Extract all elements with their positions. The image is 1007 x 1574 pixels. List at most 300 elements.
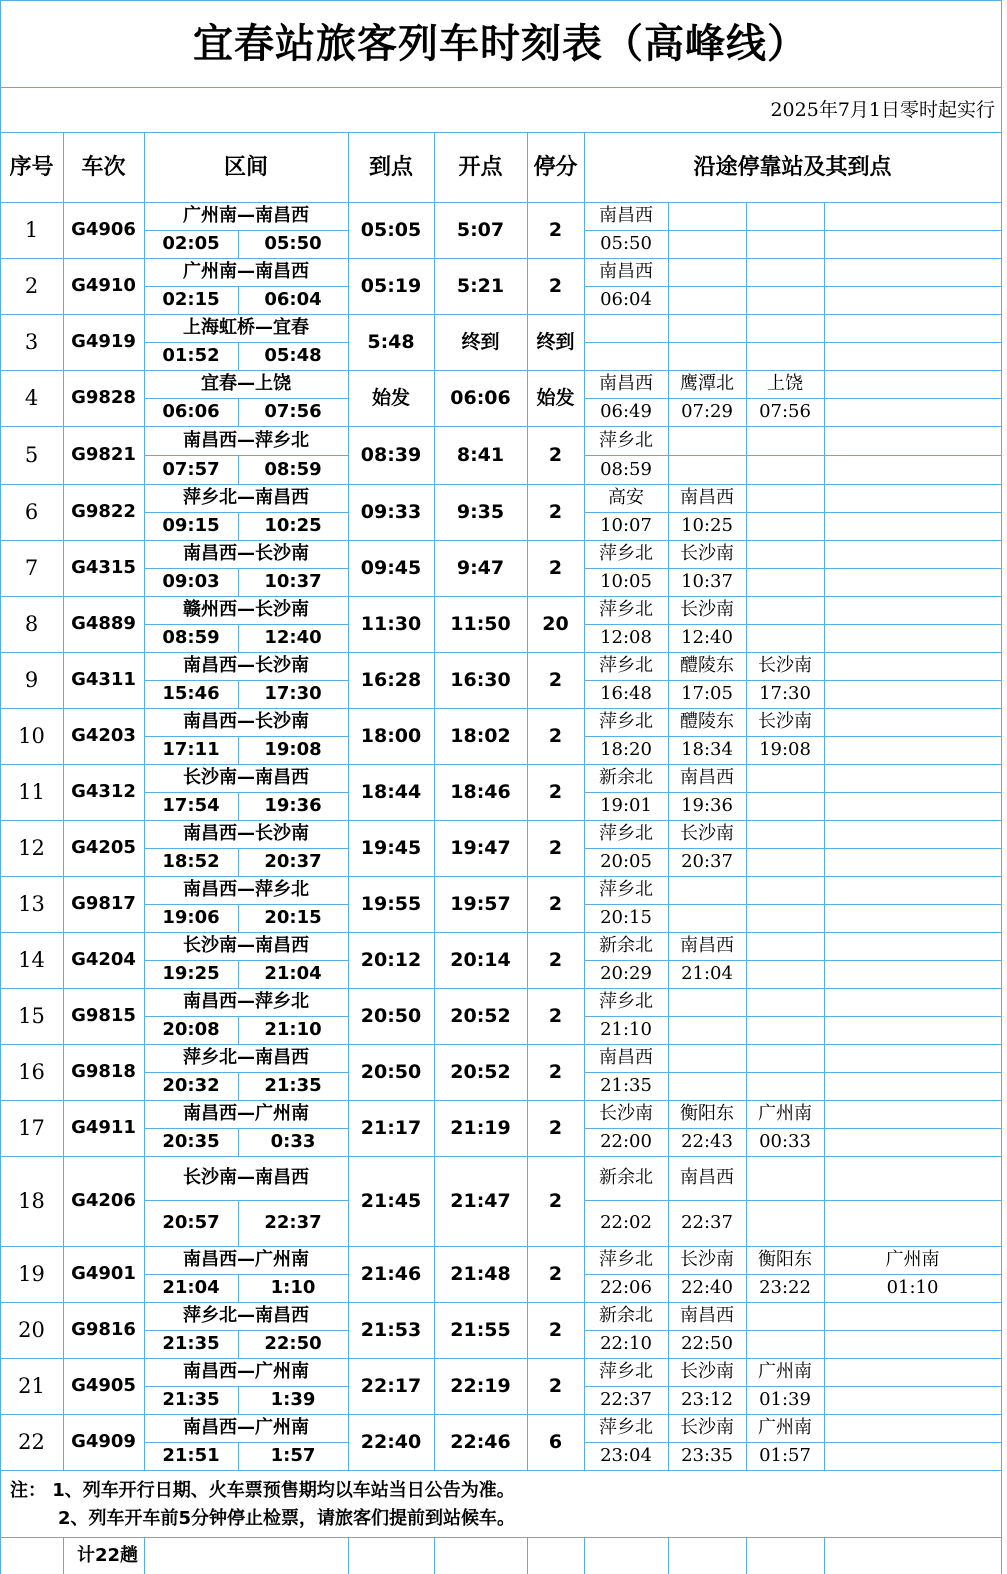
grid-line (144, 1414, 145, 1470)
row-seq: 17 (18, 1115, 45, 1140)
stop-time: 10:07 (600, 515, 652, 536)
stop-time: 22:43 (681, 1131, 733, 1152)
row-seq: 8 (24, 611, 39, 636)
stop-minutes: 2 (548, 724, 563, 747)
grid-line (584, 1100, 585, 1156)
grid-line (144, 1016, 348, 1017)
grid-line (746, 596, 747, 652)
grid-line (746, 1538, 747, 1574)
grid-line (527, 484, 528, 540)
grid-line (238, 1274, 239, 1302)
grid-line (584, 455, 1001, 456)
depart-time: 06:06 (450, 386, 511, 409)
stop-station: 新余北 (599, 767, 653, 788)
terminal-arrival-time: 10:37 (264, 571, 322, 592)
grid-line (434, 988, 435, 1044)
grid-line (584, 512, 1001, 513)
stop-time: 05:50 (600, 233, 652, 254)
stop-time: 08:59 (600, 458, 652, 480)
grid-line (527, 1414, 528, 1470)
depart-time: 终到 (461, 330, 500, 353)
grid-line (348, 932, 349, 988)
terminal-arrival-time: 1:39 (270, 1389, 316, 1410)
grid-line (824, 1246, 825, 1302)
grid-line (746, 258, 747, 314)
stop-station: 南昌西 (599, 261, 653, 282)
origin-departure-time: 19:06 (162, 907, 220, 928)
grid-line (584, 370, 585, 426)
grid-line (584, 848, 1001, 849)
grid-line (348, 484, 349, 540)
stop-minutes: 2 (548, 1374, 563, 1397)
stop-station: 萍乡北 (599, 543, 653, 564)
stop-time: 00:33 (759, 1131, 811, 1152)
terminal-arrival-time: 05:50 (264, 233, 322, 254)
grid-line (584, 426, 585, 484)
grid-line (144, 792, 348, 793)
grid-line (527, 1538, 528, 1574)
grid-line (584, 1302, 585, 1358)
train-number: G4889 (71, 613, 136, 634)
grid-line (348, 540, 349, 596)
grid-line (63, 426, 64, 484)
arrive-time: 始发 (371, 386, 410, 409)
grid-line (434, 370, 435, 426)
grid-line (238, 848, 239, 876)
grid-line (668, 820, 669, 876)
grid-line (238, 1386, 239, 1414)
header-en-route-stops: 沿途停靠站及其到点 (693, 154, 892, 180)
grid-line (746, 988, 747, 1044)
grid-line (584, 314, 585, 370)
row-seq: 16 (18, 1059, 45, 1084)
grid-line (668, 1358, 669, 1414)
stop-minutes: 2 (548, 1004, 563, 1027)
grid-line (584, 876, 585, 932)
grid-line (527, 1044, 528, 1100)
grid-line (824, 370, 825, 426)
grid-line (348, 988, 349, 1044)
grid-line (824, 314, 825, 370)
origin-departure-time: 01:52 (162, 345, 220, 366)
grid-line (144, 1442, 348, 1443)
origin-departure-time: 02:05 (162, 233, 220, 254)
depart-time: 9:47 (456, 556, 505, 579)
grid-line (434, 876, 435, 932)
route: 赣州西—长沙南 (183, 599, 309, 620)
grid-line (63, 764, 64, 820)
stop-time: 19:01 (600, 795, 652, 816)
grid-line (144, 202, 145, 258)
grid-line (527, 314, 528, 370)
grid-line (434, 540, 435, 596)
stop-minutes: 始发 (536, 386, 575, 409)
grid-line (584, 1072, 1001, 1073)
grid-line (238, 230, 239, 258)
arrive-time: 21:17 (360, 1116, 422, 1139)
grid-line (746, 876, 747, 932)
stop-time: 22:10 (600, 1333, 652, 1354)
grid-line (824, 1538, 825, 1574)
grid-line (584, 202, 585, 258)
terminal-arrival-time: 08:59 (264, 458, 322, 480)
depart-time: 11:50 (450, 612, 511, 635)
stop-station: 萍乡北 (599, 429, 653, 451)
depart-time: 5:21 (456, 274, 505, 297)
grid-line (348, 764, 349, 820)
grid-line (0, 1470, 1001, 1471)
route: 南昌西—长沙南 (183, 823, 309, 844)
grid-line (668, 764, 669, 820)
grid-line (527, 258, 528, 314)
depart-time: 16:30 (450, 668, 511, 691)
grid-line (746, 1414, 747, 1470)
grid-line (144, 1538, 145, 1574)
grid-line (746, 1302, 747, 1358)
grid-line (348, 652, 349, 708)
stop-time: 10:37 (681, 571, 733, 592)
stop-minutes: 2 (548, 1060, 563, 1083)
grid-line (144, 596, 145, 652)
train-number: G4204 (71, 949, 136, 970)
grid-line (144, 132, 145, 202)
stop-time: 22:37 (681, 1212, 733, 1233)
stop-station: 新余北 (599, 1167, 653, 1188)
grid-line (348, 426, 349, 484)
route: 长沙南—南昌西 (183, 935, 309, 956)
stop-minutes: 2 (548, 556, 563, 579)
grid-line (348, 258, 349, 314)
grid-line (668, 484, 669, 540)
grid-line (824, 1156, 825, 1246)
grid-line (584, 342, 1001, 343)
grid-line (668, 314, 669, 370)
arrive-time: 11:30 (360, 612, 422, 635)
row-seq: 10 (18, 723, 45, 748)
grid-line (584, 1156, 585, 1246)
stop-minutes: 2 (548, 836, 563, 859)
stop-time: 12:08 (600, 627, 652, 648)
grid-line (238, 342, 239, 370)
grid-line (238, 1128, 239, 1156)
arrive-time: 21:46 (360, 1262, 422, 1285)
stop-time: 19:36 (681, 795, 733, 816)
grid-line (144, 314, 145, 370)
grid-line (144, 540, 145, 596)
row-seq: 3 (24, 329, 39, 354)
grid-line (824, 1358, 825, 1414)
row-seq: 14 (18, 947, 45, 972)
stop-station: 萍乡北 (599, 1249, 653, 1270)
origin-departure-time: 09:15 (162, 515, 220, 536)
grid-line (746, 540, 747, 596)
grid-line (584, 792, 1001, 793)
arrive-time: 19:45 (360, 836, 422, 859)
grid-line (144, 764, 145, 820)
grid-line (434, 258, 435, 314)
terminal-arrival-time: 20:37 (264, 851, 322, 872)
stop-minutes: 2 (548, 443, 563, 466)
arrive-time: 18:00 (360, 724, 422, 747)
grid-line (238, 455, 239, 484)
arrive-time: 20:50 (360, 1004, 422, 1027)
stop-station: 南昌西 (599, 373, 653, 394)
stop-time: 18:20 (600, 739, 652, 760)
grid-line (434, 1100, 435, 1156)
grid-line (144, 1274, 348, 1275)
grid-line (584, 132, 585, 202)
route: 南昌西—长沙南 (183, 711, 309, 732)
origin-departure-time: 07:57 (162, 458, 220, 480)
terminal-arrival-time: 1:57 (270, 1445, 316, 1466)
stop-station: 广州南 (758, 1103, 812, 1124)
grid-line (238, 1200, 239, 1246)
grid-line (746, 202, 747, 258)
origin-departure-time: 20:08 (162, 1019, 220, 1040)
stop-minutes: 2 (548, 1262, 563, 1285)
grid-line (824, 1414, 825, 1470)
train-number: G9815 (71, 1005, 136, 1026)
route: 南昌西—长沙南 (183, 655, 309, 676)
grid-line (584, 596, 585, 652)
grid-line (144, 568, 348, 569)
stop-station: 长沙南 (680, 1249, 734, 1270)
grid-line (584, 932, 585, 988)
origin-departure-time: 15:46 (162, 683, 220, 704)
grid-line (238, 286, 239, 314)
terminal-arrival-time: 19:36 (264, 795, 322, 816)
grid-line (63, 596, 64, 652)
grid-line (527, 370, 528, 426)
grid-line (527, 202, 528, 258)
stop-minutes: 2 (548, 780, 563, 803)
grid-line (584, 624, 1001, 625)
grid-line (434, 1156, 435, 1246)
stop-time: 22:40 (681, 1277, 733, 1298)
grid-line (434, 484, 435, 540)
grid-line (668, 988, 669, 1044)
train-number: G4901 (71, 1263, 136, 1284)
terminal-arrival-time: 22:37 (264, 1212, 322, 1233)
grid-line (348, 1538, 349, 1574)
stop-station: 广州南 (885, 1249, 940, 1270)
terminal-arrival-time: 05:48 (264, 345, 322, 366)
grid-line (238, 1016, 239, 1044)
grid-line (63, 1246, 64, 1302)
stop-station: 衡阳东 (680, 1103, 734, 1124)
grid-line (824, 764, 825, 820)
stop-minutes: 2 (548, 1318, 563, 1341)
stop-time: 10:25 (681, 515, 733, 536)
grid-line (434, 1538, 435, 1574)
stop-time: 22:00 (600, 1131, 652, 1152)
grid-line (434, 132, 435, 202)
grid-line (348, 1044, 349, 1100)
row-seq: 15 (18, 1003, 45, 1028)
row-seq: 21 (18, 1373, 45, 1398)
depart-time: 21:55 (450, 1318, 511, 1341)
grid-line (584, 1386, 1001, 1387)
route: 宜春—上饶 (201, 373, 291, 394)
origin-departure-time: 18:52 (162, 851, 220, 872)
grid-line (584, 1358, 585, 1414)
grid-line (238, 904, 239, 932)
grid-line (63, 1538, 64, 1574)
grid-line (584, 960, 1001, 961)
grid-line (238, 568, 239, 596)
grid-line (746, 426, 747, 484)
grid-line (63, 1156, 64, 1246)
grid-line (824, 988, 825, 1044)
depart-time: 19:47 (450, 836, 511, 859)
train-number: G9821 (71, 444, 136, 465)
grid-line (434, 314, 435, 370)
grid-line (824, 596, 825, 652)
stop-minutes: 2 (548, 948, 563, 971)
stop-minutes: 6 (548, 1430, 563, 1453)
terminal-arrival-time: 0:33 (270, 1131, 316, 1152)
grid-line (584, 1016, 1001, 1017)
arrive-time: 5:48 (367, 330, 415, 353)
grid-line (238, 398, 239, 426)
grid-line (144, 1044, 145, 1100)
stop-station: 新余北 (599, 1305, 653, 1326)
arrive-time: 20:12 (360, 948, 422, 971)
route: 南昌西—萍乡北 (183, 429, 309, 451)
grid-line (63, 652, 64, 708)
stop-station: 上饶 (767, 373, 803, 394)
grid-line (144, 230, 348, 231)
depart-time: 18:46 (450, 780, 511, 803)
grid-line (63, 540, 64, 596)
origin-departure-time: 06:06 (162, 401, 220, 422)
train-number: G9816 (71, 1319, 136, 1340)
stop-station: 南昌西 (680, 935, 734, 956)
origin-departure-time: 21:35 (162, 1389, 220, 1410)
stop-time: 17:30 (759, 683, 811, 704)
header-depart: 开点 (458, 154, 503, 180)
grid-line (527, 764, 528, 820)
stop-station: 萍乡北 (599, 991, 653, 1012)
grid-line (746, 820, 747, 876)
grid-line (668, 596, 669, 652)
grid-line (746, 1044, 747, 1100)
grid-line (348, 820, 349, 876)
stop-time: 22:50 (681, 1333, 733, 1354)
train-number: G9822 (71, 501, 136, 522)
depart-time: 20:52 (450, 1060, 511, 1083)
grid-line (527, 596, 528, 652)
train-number: G4905 (71, 1375, 136, 1396)
stop-station: 南昌西 (599, 205, 653, 226)
grid-line (584, 1246, 585, 1302)
stop-minutes: 2 (548, 500, 563, 523)
grid-line (144, 484, 145, 540)
grid-line (144, 652, 145, 708)
train-number: G4312 (71, 781, 136, 802)
grid-line (824, 426, 825, 484)
terminal-arrival-time: 06:04 (264, 289, 322, 310)
header-train: 车次 (81, 154, 126, 180)
arrive-time: 08:39 (360, 443, 422, 466)
stop-station: 萍乡北 (599, 1417, 653, 1438)
terminal-arrival-time: 12:40 (264, 627, 322, 648)
grid-line (584, 258, 585, 314)
arrive-time: 05:05 (360, 218, 422, 241)
route: 南昌西—广州南 (183, 1103, 309, 1124)
grid-line (746, 708, 747, 764)
grid-line (0, 132, 1001, 133)
stop-minutes: 2 (548, 668, 563, 691)
grid-line (63, 1414, 64, 1470)
grid-line (824, 258, 825, 314)
arrive-time: 18:44 (360, 780, 422, 803)
grid-line (746, 932, 747, 988)
stop-time: 01:10 (886, 1277, 939, 1298)
grid-line (63, 314, 64, 370)
grid-line (348, 132, 349, 202)
stop-time: 22:02 (600, 1212, 652, 1233)
grid-line (434, 708, 435, 764)
stop-time: 06:04 (600, 289, 652, 310)
depart-time: 21:47 (450, 1189, 511, 1212)
stop-station: 萍乡北 (599, 823, 653, 844)
grid-line (144, 820, 145, 876)
grid-line (348, 1100, 349, 1156)
depart-time: 18:02 (450, 724, 511, 747)
grid-line (668, 932, 669, 988)
stop-station: 高安 (608, 487, 644, 508)
train-number: G4205 (71, 837, 136, 858)
grid-line (746, 652, 747, 708)
grid-line (238, 1072, 239, 1100)
grid-line (434, 202, 435, 258)
stop-station: 醴陵东 (680, 655, 734, 676)
stop-station: 长沙南 (680, 1361, 734, 1382)
grid-line (824, 876, 825, 932)
grid-line (527, 540, 528, 596)
route: 南昌西—萍乡北 (183, 879, 309, 900)
train-number: G4906 (71, 219, 136, 240)
row-seq: 13 (18, 891, 45, 916)
stop-time: 21:10 (600, 1019, 652, 1040)
grid-line (584, 540, 585, 596)
grid-line (746, 1100, 747, 1156)
grid-line (63, 1302, 64, 1358)
route: 南昌西—广州南 (183, 1249, 309, 1270)
grid-line (668, 708, 669, 764)
grid-line (238, 960, 239, 988)
grid-line (527, 652, 528, 708)
stop-minutes: 2 (548, 1189, 563, 1212)
row-seq: 9 (24, 667, 39, 692)
stop-station: 南昌西 (680, 767, 734, 788)
grid-line (434, 820, 435, 876)
stop-station: 长沙南 (680, 543, 734, 564)
grid-line (434, 426, 435, 484)
route: 长沙南—南昌西 (183, 767, 309, 788)
grid-line (668, 1246, 669, 1302)
grid-line (584, 1414, 585, 1470)
grid-line (584, 904, 1001, 905)
grid-line (63, 988, 64, 1044)
grid-line (238, 512, 239, 540)
grid-line (144, 680, 348, 681)
depart-time: 19:57 (450, 892, 511, 915)
grid-line (348, 202, 349, 258)
grid-line (63, 132, 64, 202)
stop-time: 23:12 (681, 1389, 733, 1410)
